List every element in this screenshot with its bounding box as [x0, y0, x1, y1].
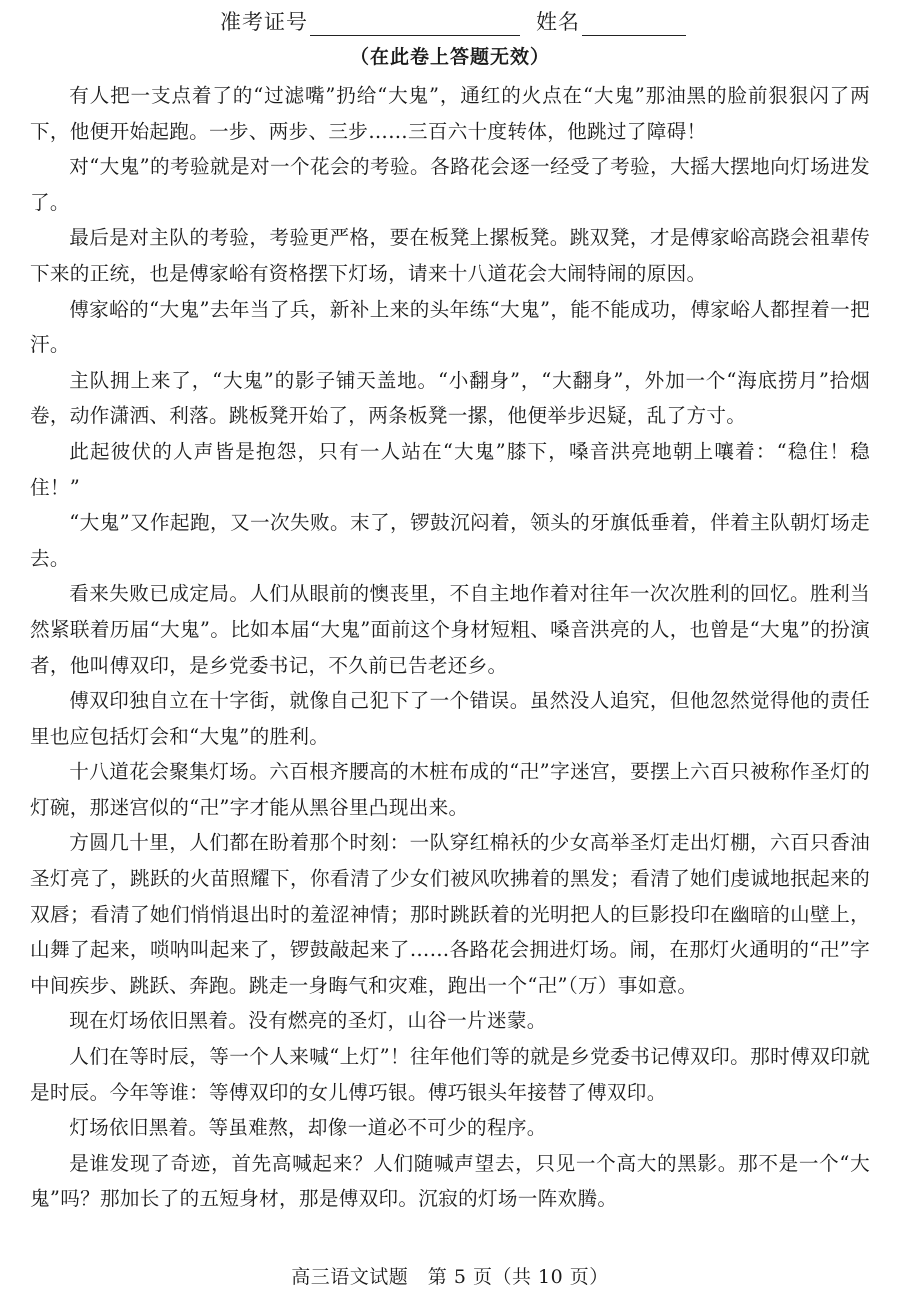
exam-id-blank[interactable] [310, 11, 520, 36]
paragraph: 现在灯场依旧黑着。没有燃亮的圣灯，山谷一片迷蒙。 [69, 1009, 547, 1033]
exam-id-label: 准考证号 [220, 10, 308, 34]
paragraph: 灯场依旧黑着。等虽难熬，却像一道必不可少的程序。 [69, 1116, 547, 1140]
name-blank[interactable] [582, 11, 686, 36]
paragraph: 方圆几十里，人们都在盼着那个时刻：一队穿红棉袄的少女高举圣灯走出灯棚，六百只香油圣灯亮了，跳跃的火苗照耀下，你看清了少女们被风吹拂着的黑发；看清了她们虔诚地抿起来的双唇；看清了她们悄悄退出时的羞涩神情；那时跳跃着的光明把人的巨影投印在幽暗的山壁上，山舞了起来，唢呐叫起来了，锣鼓敲起来了……各路花会拥进灯场。闹，在那灯火通明的“卍”字中间疾步、跳跃、奔跑。跳走一身晦气和灾难，跑出一个“卍”（万）事如意。 [30, 831, 870, 997]
paragraph: 傅家峪的“大鬼”去年当了兵，新补上来的头年练“大鬼”，能不能成功，傅家峪人都捏着一把汗。 [30, 297, 870, 357]
name-label: 姓名 [536, 10, 580, 34]
paragraph: 对“大鬼”的考验就是对一个花会的考验。各路花会逐一经受了考验，大摇大摆地向灯场进发了。 [30, 155, 870, 214]
exam-header [0, 6, 900, 40]
paragraph: 有人把一支点着了的“过滤嘴”扔给“大鬼”，通红的火点在“大鬼”那油黑的脸前狠狠闪了两下，他便开始起跑。一步、两步、三步……三百六十度转体，他跳过了障碍！ [30, 84, 870, 143]
paragraph: 人们在等时辰，等一个人来喊“上灯”！往年他们等的就是乡党委书记傅双印。那时傅双印就是时辰。今年等谁：等傅双印的女儿傅巧银。傅巧银头年接替了傅双印。 [30, 1045, 870, 1104]
paragraph: 是谁发现了奇迹，首先高喊起来？人们随喊声望去，只见一个高大的黑影。那不是一个“大鬼”吗？那加长了的五短身材，那是傅双印。沉寂的灯场一阵欢腾。 [30, 1151, 870, 1211]
paragraph: 看来失败已成定局。人们从眼前的懊丧里，不自主地作着对往年一次次胜利的回忆。胜利当然紧联着历届“大鬼”。比如本届“大鬼”面前这个身材短粗、嗓音洪亮的人，也曾是“大鬼”的扮演者，他叫傅双印，是乡党委书记，不久前已告老还乡。 [30, 582, 870, 677]
page-footer: 高三语文试题 第 5 页（共 10 页） [291, 1266, 609, 1288]
paragraph: 傅双印独自立在十字街，就像自己犯下了一个错误。虽然没人追究，但他忽然觉得他的责任里也应包括灯会和“大鬼”的胜利。 [30, 689, 870, 748]
paragraph: “大鬼”又作起跑，又一次失败。末了，锣鼓沉闷着，领头的牙旗低垂着，伴着主队朝灯场走去。 [30, 511, 870, 570]
paragraph: 主队拥上来了，“大鬼”的影子铺天盖地。“小翻身”，“大翻身”，外加一个“海底捞月”拾烟卷，动作潇洒、利落。跳板凳开始了，两条板凳一摞，他便举步迟疑，乱了方寸。 [30, 368, 870, 428]
paragraph: 此起彼伏的人声皆是抱怨，只有一人站在“大鬼”膝下，嗓音洪亮地朝上嚷着：“稳住！稳住！” [30, 439, 870, 499]
paragraph: 最后是对主队的考验，考验更严格，要在板凳上摞板凳。跳双凳，才是傅家峪高跷会祖辈传下来的正统，也是傅家峪有资格摆下灯场，请来十八道花会大闹特闹的原因。 [30, 226, 870, 285]
exam-id-field[interactable] [220, 6, 520, 36]
reading-passage [30, 78, 870, 1217]
invalid-answer-notice: （在此卷上答题无效） [349, 46, 550, 68]
paragraph: 十八道花会聚集灯场。六百根齐腰高的木桩布成的“卍”字迷宫，要摆上六百只被称作圣灯的灯碗，那迷宫似的“卍”字才能从黑谷里凸现出来。 [30, 760, 870, 819]
name-field[interactable] [536, 6, 686, 36]
